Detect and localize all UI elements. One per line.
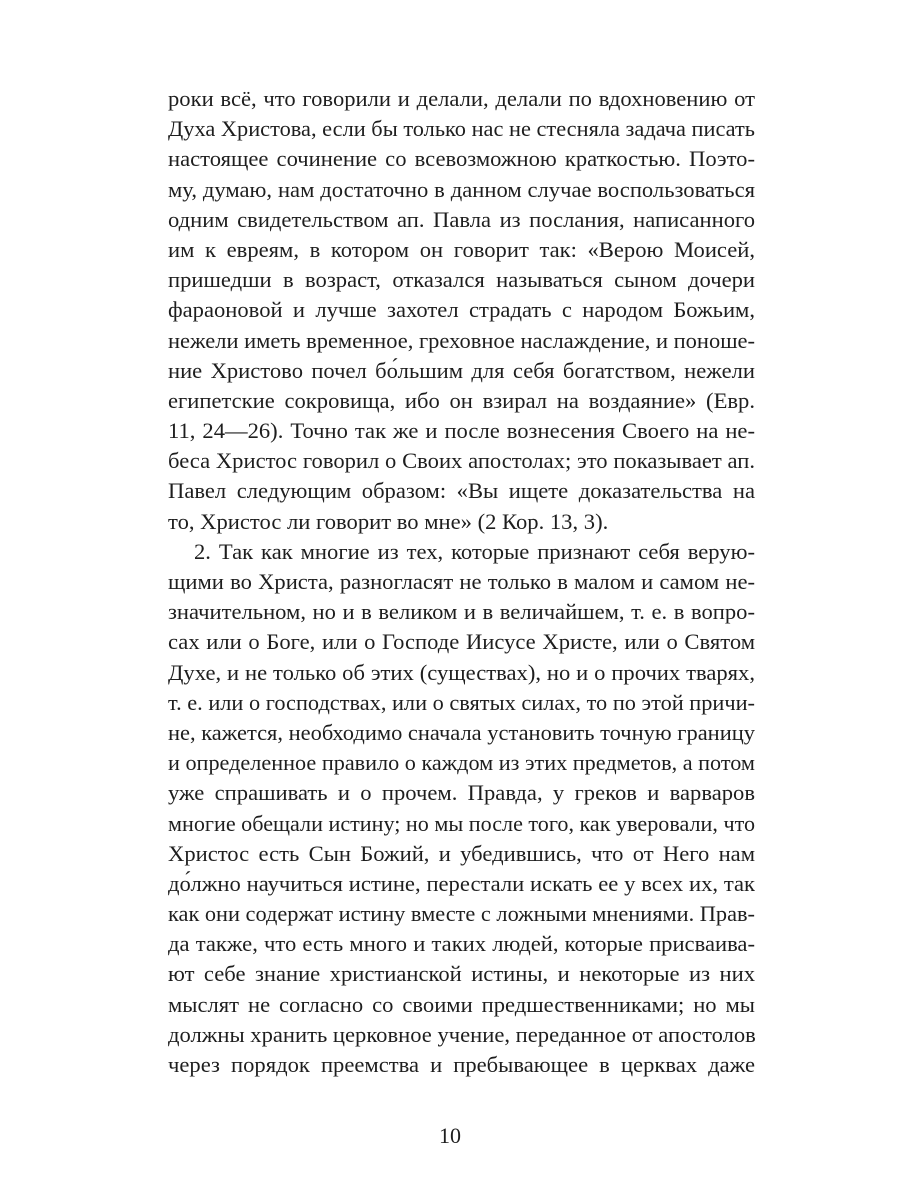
text-line: уже спрашивать и о прочем. Правда, у греков и варваров: [168, 780, 755, 806]
page-number: 10: [439, 1123, 461, 1148]
text-line: роки всё, что говорили и делали, делали по вдохновению от: [168, 86, 755, 111]
text-line: до́лжно научиться истине, перестали искать ее у всех их, так: [168, 870, 755, 896]
paragraph-start-line: 2. Так как многие из тех, которые признают себя верую-: [194, 538, 755, 564]
text-line: 11, 24—26). Точно так же и после вознесения Своего на не-: [168, 418, 755, 444]
text-line: да также, что есть много и таких людей, которые присваива-: [168, 931, 755, 957]
text-line: мыслят не согласно со своими предшественниками; но мы: [168, 991, 755, 1017]
text-line: Павел следующим образом: «Вы ищете доказательства на: [168, 478, 755, 504]
text-line: фараоновой и лучше захотел страдать с народом Божьим,: [168, 297, 755, 323]
text-line: му, думаю, нам достаточно в данном случае воспользоваться: [168, 176, 755, 202]
paragraph-end-line: то, Христос ли говорит во мне» (2 Кор. 13, 3).: [168, 508, 609, 534]
text-line: беса Христос говорил о Своих апостолах; это показывает ап.: [168, 448, 755, 474]
text-line: многие обещали истину; но мы после того, как уверовали, что: [168, 810, 756, 836]
text-line: щими во Христа, разногласят не только в малом и самом не-: [168, 569, 755, 594]
text-line: значительном, но и в великом и в величайшем, т. е. в вопро-: [168, 599, 755, 625]
text-line: как они содержат истину вместе с ложными мнениями. Прав-: [168, 901, 756, 927]
text-line: пришедши в возраст, отказался называться сыном дочери: [168, 267, 755, 293]
text-line: египетские сокровища, ибо он взирал на воздаяние» (Евр.: [168, 387, 755, 413]
text-line: нежели иметь временное, греховное наслаждение, и поноше-: [168, 327, 756, 353]
text-line: не, кажется, необходимо сначала установить точную границу: [168, 719, 756, 745]
text-line: и определенное правило о каждом из этих предметов, а потом: [168, 750, 755, 776]
text-line: сах или о Боге, или о Господе Иисусе Христе, или о Святом: [168, 629, 755, 655]
text-line: ние Христово почел бо́льшим для себя богатством, нежели: [168, 357, 755, 383]
text-line: Духе, и не только об этих (существах), но и о прочих тварях,: [168, 659, 755, 685]
text-line: одним свидетельством ап. Павла из послания, написанного: [168, 206, 755, 232]
text-line: должны хранить церковное учение, переданное от апостолов: [168, 1021, 756, 1047]
text-line: Христос есть Сын Божий, и убедившись, что от Него нам: [168, 840, 755, 866]
body-text: [168, 84, 755, 1080]
text-line: настоящее сочинение со всевозможною краткостью. Поэто-: [168, 146, 755, 172]
text-line: Духа Христова, если бы только нас не стесняла задача писать: [168, 116, 756, 142]
text-line: ют себе знание христианской истины, и некоторые из них: [168, 961, 755, 987]
text-line: через порядок преемства и пребывающее в церквах даже: [168, 1052, 755, 1077]
text-line: им к евреям, в котором он говорит так: «Верою Моисей,: [168, 236, 755, 262]
text-line: т. е. или о господствах, или о святых силах, то по этой причи-: [168, 689, 755, 715]
